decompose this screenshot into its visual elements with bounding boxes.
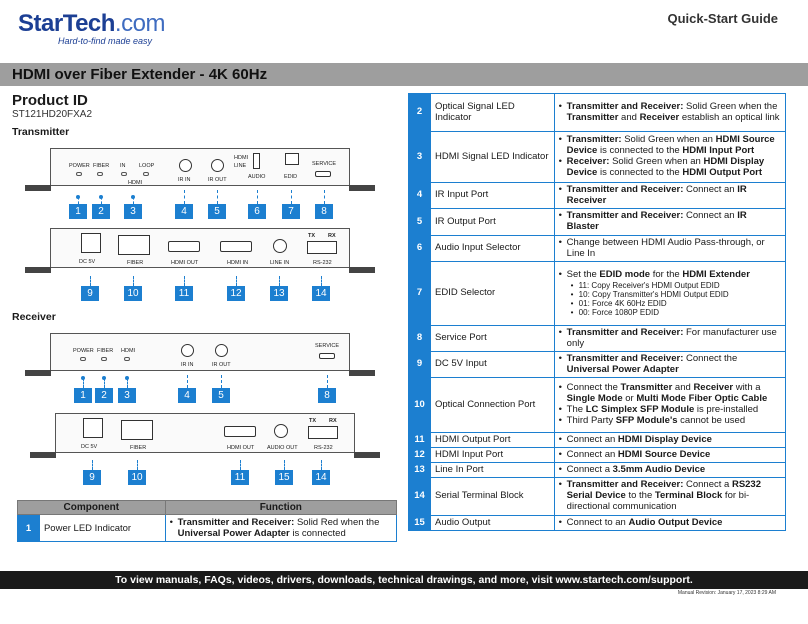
callout-badge: 5 (208, 204, 226, 219)
row-function: • Transmitter: Solid Green when an HDMI Source Device is connected to the HDMI Input Port • Receiver: Solid Green when an HDMI Display Device is connected to the HDMI Output Port (554, 132, 785, 183)
service-port (319, 353, 335, 359)
leader-line (217, 190, 218, 204)
fiber-label: FIBER (127, 260, 144, 266)
receiver-rear-panel (55, 413, 355, 453)
power-led (76, 172, 82, 176)
terminal-block (307, 241, 337, 254)
leader-line (92, 460, 93, 470)
callout-badge: 5 (212, 388, 230, 403)
rx-label: RX (329, 418, 337, 424)
row-number: 7 (409, 262, 431, 326)
startech-logo (18, 10, 165, 46)
product-id-label: Product ID (12, 92, 88, 109)
tx-label: TX (309, 418, 317, 424)
ir-out-jack (215, 344, 228, 357)
mount-flange (25, 370, 51, 376)
table-row (409, 378, 786, 433)
mount-flange (25, 185, 51, 191)
dc5v-label: DC 5V (81, 444, 98, 450)
leader-line (184, 190, 185, 204)
row-number: 2 (409, 94, 431, 132)
callout-badge: 8 (315, 204, 333, 219)
row-component: Serial Terminal Block (430, 478, 554, 516)
row-number: 8 (409, 326, 431, 352)
row-function: • Change between HDMI Audio Pass-through, or Line In (554, 236, 785, 262)
row-function: • Transmitter and Receiver: Solid Red when the Universal Power Adapter is connected (165, 515, 396, 542)
fiber-led (97, 172, 103, 176)
leader-dot (76, 195, 80, 199)
mount-flange (349, 370, 375, 376)
ir-in-label: IR IN (178, 177, 191, 183)
audio-selector-switch (253, 153, 260, 169)
mount-flange (25, 267, 51, 273)
terminal-block (308, 426, 338, 439)
row-component: HDMI Signal LED Indicator (430, 132, 554, 183)
power-led (80, 357, 86, 361)
dc-jack (83, 418, 103, 438)
leader-line (321, 460, 322, 470)
transmitter-rear-panel (50, 228, 350, 268)
leader-line (291, 190, 292, 204)
leader-line (279, 276, 280, 286)
row-component: Audio Output (430, 516, 554, 531)
fiber-label: FIBER (93, 163, 110, 169)
hdmi-out-port (224, 426, 256, 437)
table-row (409, 236, 786, 262)
receiver-front-panel (50, 333, 350, 371)
row-function: • Set the EDID mode for the HDMI Extender • 11: Copy Receiver's HDMI Output EDID • 10: Copy Transmitter's HDMI Output EDID • 01: Force 4K 60Hz EDID • 00: Force 1080P EDID (554, 262, 785, 326)
transmitter-label: Transmitter (12, 126, 70, 138)
table-header-row (18, 501, 397, 515)
hdmi-in-port (220, 241, 252, 252)
fiber-port (118, 235, 150, 255)
leader-line (187, 375, 188, 388)
table-row (409, 463, 786, 478)
table-row (409, 326, 786, 352)
callout-badge: 2 (92, 204, 110, 219)
callout-badge: 15 (275, 470, 293, 485)
dc5v-label: DC 5V (79, 259, 96, 265)
power-label: POWER (73, 348, 94, 354)
leader-line (240, 460, 241, 470)
logo-text: StarTech (18, 10, 115, 37)
edid-dip-switch (285, 153, 299, 165)
leader-line (284, 460, 285, 470)
edid-label: EDID (284, 174, 298, 180)
callout-badge: 11 (175, 286, 193, 301)
row-number: 5 (409, 209, 431, 236)
table-row (409, 516, 786, 531)
service-label: SERVICE (312, 161, 337, 167)
transmitter-front-panel (50, 148, 350, 186)
leader-dot (102, 376, 106, 380)
ir-in-jack (179, 159, 192, 172)
row-component: HDMI Output Port (430, 433, 554, 448)
mount-flange (349, 185, 375, 191)
row-number: 12 (409, 448, 431, 463)
rx-label: RX (328, 233, 336, 239)
row-number: 4 (409, 183, 431, 209)
row-function: • Connect an HDMI Display Device (554, 433, 785, 448)
row-component: DC 5V Input (430, 352, 554, 378)
row-function: • Transmitter and Receiver: Connect an IR Blaster (554, 209, 785, 236)
table-row (409, 352, 786, 378)
callout-badge: 3 (124, 204, 142, 219)
callout-badge: 14 (312, 470, 330, 485)
tx-label: TX (308, 233, 316, 239)
table-row (409, 433, 786, 448)
revision-note: Manual Revision: January 17, 2023 8:29 AM (677, 590, 776, 596)
table-row (409, 183, 786, 209)
table-row (409, 448, 786, 463)
callout-badge: 7 (282, 204, 300, 219)
leader-line (137, 460, 138, 470)
hdmi-loop-led (143, 172, 149, 176)
power-label: POWER (69, 163, 90, 169)
line-switch-label: LINE (234, 163, 247, 169)
row-function: • Connect the Transmitter and Receiver with a Single Mode or Multi Mode Fiber Optic Cable • The LC Simplex SFP Module is pre-installed • Third Party SFP Module's cannot be used (554, 378, 785, 433)
callout-badge: 9 (83, 470, 101, 485)
row-component: Service Port (430, 326, 554, 352)
function-header: Function (165, 501, 396, 515)
leader-line (257, 190, 258, 204)
row-function: • Transmitter and Receiver: Solid Green when the Transmitter and Receiver establish an optical link (554, 94, 785, 132)
row-number: 10 (409, 378, 431, 433)
hdmi-out-port (168, 241, 200, 252)
leader-dot (125, 376, 129, 380)
hdmi-out-label: HDMI OUT (227, 445, 255, 451)
component-table-continued (408, 93, 786, 531)
row-function: • Transmitter and Receiver: Connect the Universal Power Adapter (554, 352, 785, 378)
leader-line (133, 276, 134, 286)
callout-badge: 3 (118, 388, 136, 403)
fiber-label: FIBER (130, 445, 147, 451)
table-row (409, 262, 786, 326)
table-row (409, 209, 786, 236)
audio-out-jack (274, 424, 288, 438)
fiber-led (101, 357, 107, 361)
callout-badge: 4 (175, 204, 193, 219)
hdmi-in-led (121, 172, 127, 176)
callout-badge: 13 (270, 286, 288, 301)
rs232-label: RS-232 (314, 445, 333, 451)
hdmi-out-label: HDMI OUT (171, 260, 199, 266)
leader-dot (99, 195, 103, 199)
row-component: IR Input Port (430, 183, 554, 209)
leader-dot (81, 376, 85, 380)
callout-badge: 10 (124, 286, 142, 301)
row-number: 6 (409, 236, 431, 262)
row-number: 11 (409, 433, 431, 448)
product-id: ST121HD20FXA2 (12, 109, 93, 120)
callout-badge: 1 (69, 204, 87, 219)
guide-title: Quick-Start Guide (667, 11, 778, 26)
row-component: Audio Input Selector (430, 236, 554, 262)
hdmi-led (124, 357, 130, 361)
row-function: • Transmitter and Receiver: For manufacturer use only (554, 326, 785, 352)
logo-tagline: Hard-to-find made easy (58, 36, 153, 46)
row-function: • Transmitter and Receiver: Connect a RS232 Serial Device to the Terminal Block for bi-directional communication (554, 478, 785, 516)
row-component: Line In Port (430, 463, 554, 478)
in-label: IN (120, 163, 126, 169)
audio-out-label: AUDIO OUT (267, 445, 298, 451)
component-table (17, 500, 397, 542)
leader-dot (131, 195, 135, 199)
service-port (315, 171, 331, 177)
callout-badge: 6 (248, 204, 266, 219)
support-text: To view manuals, FAQs, videos, drivers, downloads, technical drawings, and more, visit www.startech.com/support. (115, 574, 693, 586)
service-label: SERVICE (315, 343, 340, 349)
hdmi-switch-label: HDMI (234, 155, 249, 161)
hdmi-label: HDMI (121, 348, 136, 354)
row-function: • Connect to an Audio Output Device (554, 516, 785, 531)
row-number: 9 (409, 352, 431, 378)
ir-out-label: IR OUT (208, 177, 227, 183)
row-number: 13 (409, 463, 431, 478)
ir-in-label: IR IN (181, 362, 194, 368)
row-component: IR Output Port (430, 209, 554, 236)
row-number: 3 (409, 132, 431, 183)
leader-line (327, 375, 328, 388)
mount-flange (349, 267, 375, 273)
hdmi-label: HDMI (128, 180, 143, 186)
callout-badge: 1 (74, 388, 92, 403)
dc-jack (81, 233, 101, 253)
row-function: • Transmitter and Receiver: Connect an IR Receiver (554, 183, 785, 209)
audio-label: AUDIO (248, 174, 266, 180)
callout-badge: 8 (318, 388, 336, 403)
callout-badge: 10 (128, 470, 146, 485)
rs232-label: RS-232 (313, 260, 332, 266)
leader-line (324, 190, 325, 204)
line-in-label: LINE IN (270, 260, 290, 266)
leader-line (90, 276, 91, 286)
ir-in-jack (181, 344, 194, 357)
table-row (409, 94, 786, 132)
row-component: Optical Signal LED Indicator (430, 94, 554, 132)
leader-line (236, 276, 237, 286)
row-function: • Connect a 3.5mm Audio Device (554, 463, 785, 478)
row-function: • Connect an HDMI Source Device (554, 448, 785, 463)
leader-line (221, 375, 222, 388)
row-component: HDMI Input Port (430, 448, 554, 463)
callout-badge: 12 (227, 286, 245, 301)
callout-badge: 9 (81, 286, 99, 301)
table-row (409, 478, 786, 516)
callout-badge: 4 (178, 388, 196, 403)
component-header: Component (18, 501, 166, 515)
row-component: EDID Selector (430, 262, 554, 326)
row-number: 1 (18, 515, 40, 542)
fiber-label: FIBER (97, 348, 114, 354)
title-bar (0, 63, 808, 86)
footer-bar (0, 571, 808, 589)
page-title: HDMI over Fiber Extender - 4K 60Hz (12, 66, 268, 83)
logo-com: .com (114, 10, 165, 37)
ir-out-jack (211, 159, 224, 172)
loop-label: LOOP (139, 163, 155, 169)
row-component: Power LED Indicator (39, 515, 165, 542)
row-number: 15 (409, 516, 431, 531)
receiver-label: Receiver (12, 311, 56, 323)
line-in-jack (273, 239, 287, 253)
row-number: 14 (409, 478, 431, 516)
table-row (18, 515, 397, 542)
ir-out-label: IR OUT (212, 362, 231, 368)
row-component: Optical Connection Port (430, 378, 554, 433)
callout-badge: 11 (231, 470, 249, 485)
mount-flange (354, 452, 380, 458)
mount-flange (30, 452, 56, 458)
hdmi-in-label: HDMI IN (227, 260, 249, 266)
callout-badge: 2 (95, 388, 113, 403)
leader-line (321, 276, 322, 286)
callout-badge: 14 (312, 286, 330, 301)
leader-line (184, 276, 185, 286)
fiber-port (121, 420, 153, 440)
table-row (409, 132, 786, 183)
